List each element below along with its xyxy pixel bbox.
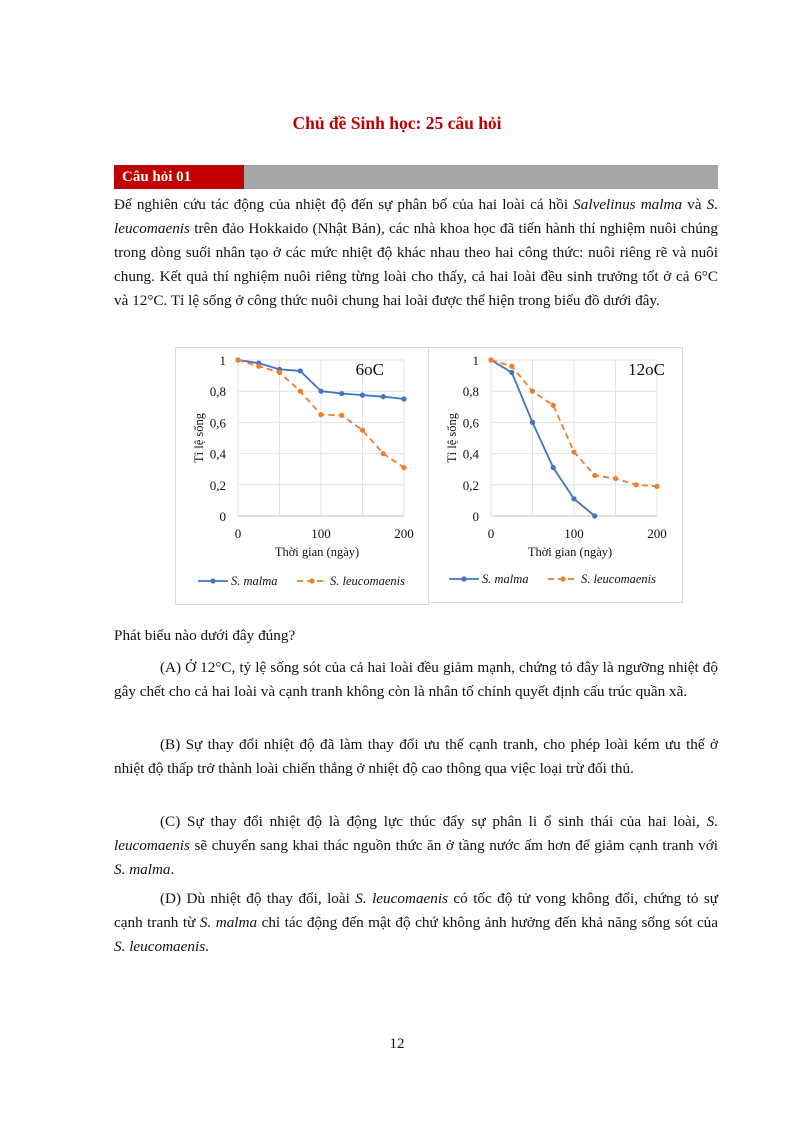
- intro-text-3: trên đảo Hokkaido (Nhật Bản), các nhà khoa học đã tiến hành thí nghiệm nuôi chúng trong dòng suối nhân tạo ở các mức nhiệt độ khác nhau theo hai công thức: nuôi riêng rẽ và nuôi chung. Kết quả thí nghiệm nuôi riêng từng loài cho thấy, cả hai loài đều sinh trưởng tốt ở cả 6°C và 12°C. Tỉ lệ sống ở công thức nuôi chung hai loài được thể hiện trong biểu đồ dưới đây.: [114, 220, 718, 309]
- option-c-text: sẽ chuyển sang khai thác nguồn thức ăn ở tầng nước ấm hơn để giảm cạnh tranh với: [189, 837, 718, 854]
- option-c-text: (C) Sự thay đổi nhiệt độ là động lực thúc đẩy sự phân li ổ sinh thái của hai loài,: [160, 813, 707, 830]
- option-d-text: (D) Dù nhiệt độ thay đổi, loài: [160, 890, 356, 907]
- option-c-text: .: [170, 861, 175, 878]
- x-tick-label: 0: [487, 526, 495, 541]
- y-tick-label: 0,2: [209, 477, 226, 493]
- y-tick-label: 0,8: [209, 384, 226, 400]
- data-point-malma: [530, 420, 535, 425]
- legend-marker: [210, 578, 215, 583]
- legend-marker: [309, 578, 314, 583]
- data-point-leucomaenis: [613, 476, 618, 481]
- x-axis-label: Thời gian (ngày): [527, 545, 613, 559]
- x-tick-label: 200: [394, 526, 414, 541]
- page-title: Chủ đề Sinh học: 25 câu hỏi: [292, 113, 502, 133]
- option-c[interactable]: [114, 810, 718, 882]
- y-tick-label: 0,6: [462, 415, 479, 431]
- intro-text-2: và: [682, 196, 707, 213]
- data-point-leucomaenis: [235, 357, 240, 362]
- y-tick-label: 0,4: [209, 446, 226, 462]
- x-tick-label: 100: [311, 526, 331, 541]
- species-name: S. leucomaenis: [114, 938, 206, 955]
- intro-text-1: Để nghiên cứu tác động của nhiệt độ đến sự phân bố của hai loài cá hồi: [114, 196, 574, 213]
- question-prompt: Phát biểu nào dưới đây đúng?: [114, 627, 296, 644]
- legend-label: S. malma: [482, 572, 529, 586]
- option-d-text: .: [205, 938, 209, 955]
- y-axis-label: Tỉ lệ sống: [192, 413, 206, 463]
- option-a[interactable]: (A) Ở 12°C, tỷ lệ sống sót của cả hai loài đều giảm mạnh, chứng tỏ đây là ngưỡng nhiệt độ gây chết cho cả hai loài và cạnh tranh không còn là nhân tố chính quyết định cấu trúc quần xã.: [114, 659, 718, 700]
- chart-6c-svg: [176, 348, 428, 604]
- species-name: S. malma: [114, 861, 171, 878]
- y-tick-label: 0: [219, 509, 226, 524]
- data-point-leucomaenis: [571, 449, 576, 454]
- x-tick-label: 200: [647, 526, 667, 541]
- x-tick-label: 100: [564, 526, 584, 541]
- option-d-text: chỉ tác động đến mật độ chứ không ảnh hưởng đến khả năng sống sót của: [257, 914, 719, 931]
- data-point-leucomaenis: [360, 428, 365, 433]
- chart-12c: [428, 347, 683, 603]
- data-point-leucomaenis: [318, 412, 323, 417]
- data-point-leucomaenis: [634, 482, 639, 487]
- option-d[interactable]: [114, 887, 718, 959]
- legend-label: S. malma: [231, 574, 278, 588]
- data-point-leucomaenis: [381, 451, 386, 456]
- species-name: Salvelinus malma: [573, 196, 683, 213]
- species-name: S. leucomaenis: [355, 890, 449, 907]
- x-axis-label: Thời gian (ngày): [274, 545, 360, 559]
- question-header-bar: [114, 165, 718, 189]
- legend-label: S. leucomaenis: [581, 572, 656, 586]
- data-point-leucomaenis: [592, 473, 597, 478]
- legend-label: S. leucomaenis: [330, 574, 405, 588]
- data-point-malma: [592, 513, 597, 518]
- y-tick-label: 0,8: [462, 384, 479, 400]
- legend-marker: [461, 576, 466, 581]
- data-point-malma: [381, 394, 386, 399]
- data-point-malma: [298, 368, 303, 373]
- data-point-leucomaenis: [339, 413, 344, 418]
- y-tick-label: 1: [472, 353, 479, 368]
- y-tick-label: 0,4: [462, 446, 479, 462]
- data-point-leucomaenis: [488, 357, 493, 362]
- page-number: 12: [389, 1036, 405, 1052]
- data-point-malma: [551, 465, 556, 470]
- data-point-leucomaenis: [551, 403, 556, 408]
- y-tick-label: 0,2: [462, 477, 479, 493]
- data-point-leucomaenis: [298, 389, 303, 394]
- y-axis-label: Tỉ lệ sống: [445, 413, 459, 463]
- data-point-leucomaenis: [530, 389, 535, 394]
- series-line-malma: [491, 360, 595, 516]
- data-point-leucomaenis: [654, 484, 659, 489]
- data-point-leucomaenis: [256, 364, 261, 369]
- y-tick-label: 0,6: [209, 415, 226, 431]
- data-point-malma: [339, 391, 344, 396]
- legend-marker: [560, 576, 565, 581]
- data-point-leucomaenis: [401, 465, 406, 470]
- x-tick-label: 0: [234, 526, 242, 541]
- data-point-malma: [509, 370, 514, 375]
- data-point-malma: [360, 393, 365, 398]
- y-tick-label: 0: [472, 509, 479, 524]
- chart-12c-svg: [429, 348, 682, 602]
- data-point-malma: [571, 496, 576, 501]
- question-intro: [114, 193, 718, 313]
- temperature-annotation: 12oC: [628, 360, 665, 379]
- option-b[interactable]: (B) Sự thay đổi nhiệt độ đã làm thay đổi ưu thế cạnh tranh, cho phép loài kém ưu thế ở nhiệt độ thấp trở thành loài chiến thắng ở nhiệt độ cao thông qua việc loại trừ đối thủ.: [114, 736, 718, 777]
- data-point-malma: [318, 389, 323, 394]
- data-point-malma: [401, 396, 406, 401]
- species-name: S. leucomaenis: [114, 813, 718, 854]
- chart-6c: [175, 347, 429, 605]
- temperature-annotation: 6oC: [355, 360, 384, 379]
- question-label: Câu hỏi 01: [114, 165, 244, 189]
- species-name: S. leucomaenis: [114, 196, 718, 237]
- y-tick-label: 1: [219, 353, 226, 368]
- species-name: S. malma: [199, 914, 258, 931]
- option-d-text: có tốc độ tử vong không đổi, chứng tỏ sự cạnh tranh từ: [114, 890, 719, 931]
- data-point-leucomaenis: [509, 364, 514, 369]
- data-point-leucomaenis: [277, 370, 282, 375]
